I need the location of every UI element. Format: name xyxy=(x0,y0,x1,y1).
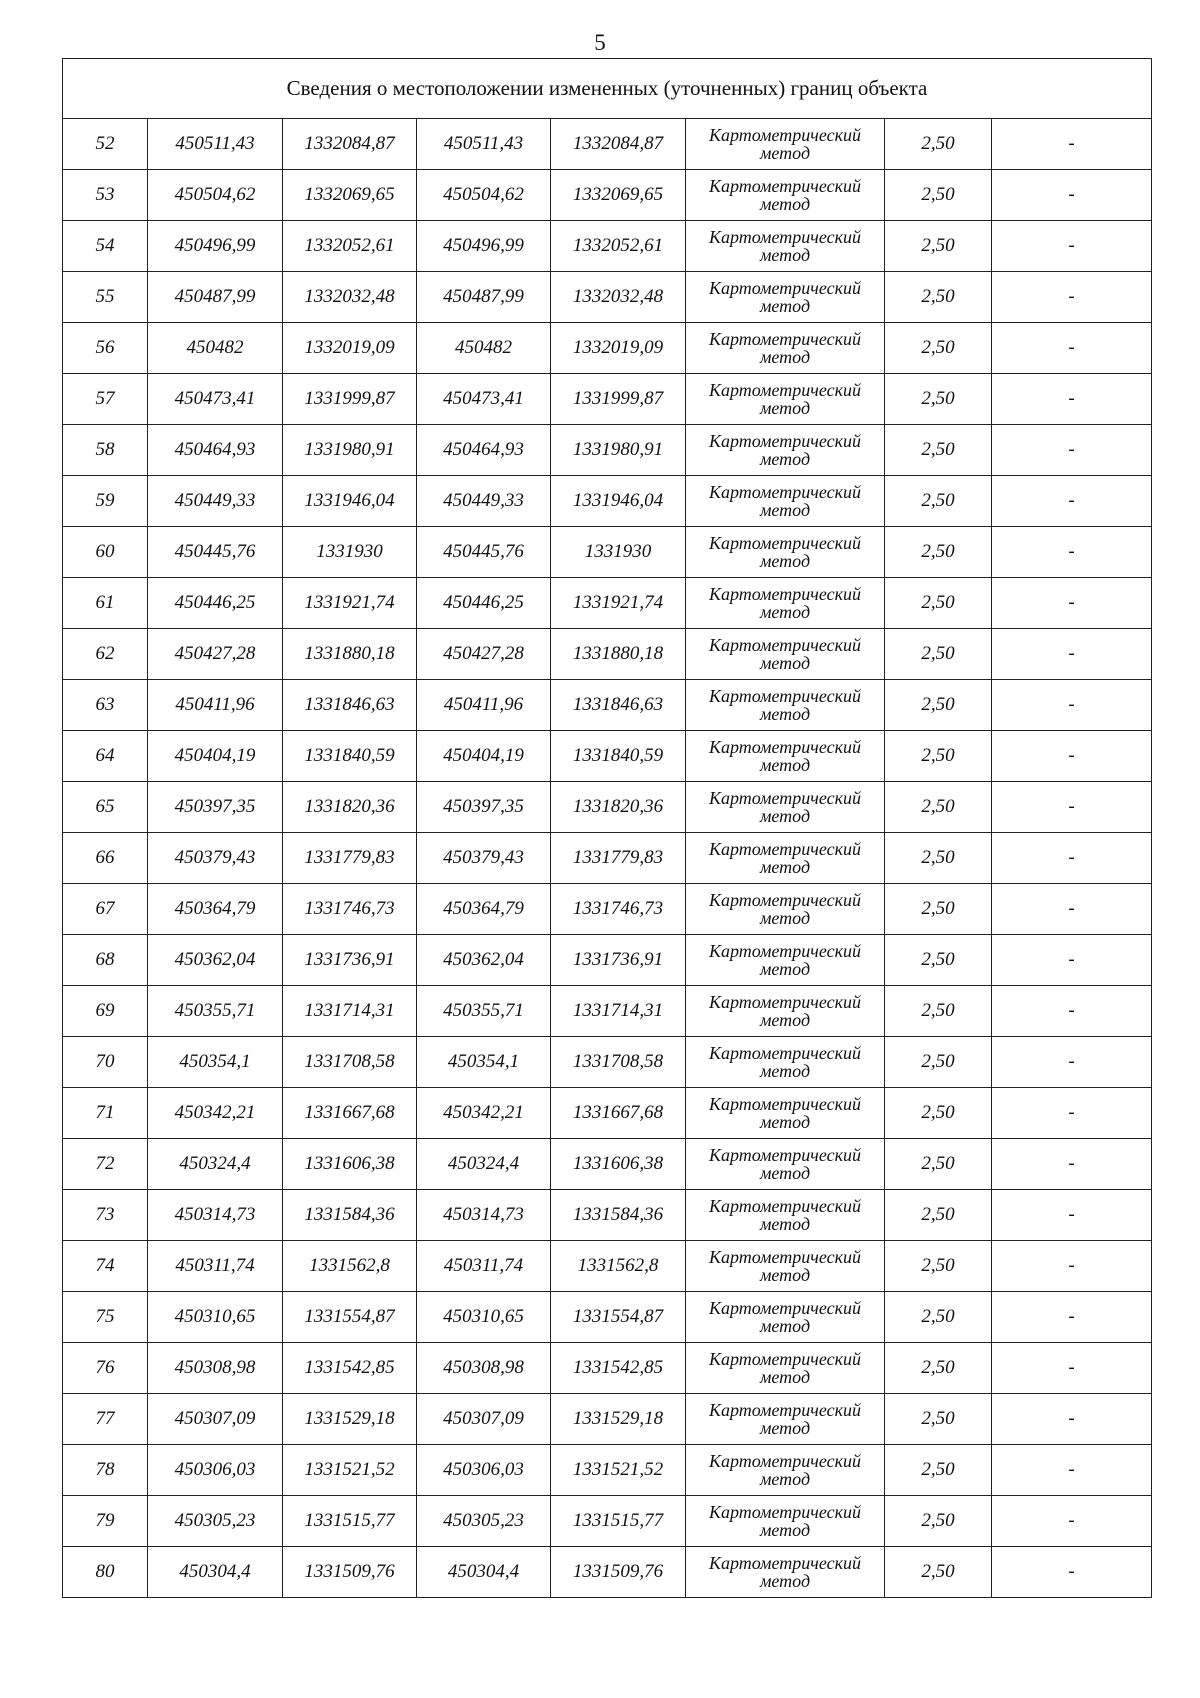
method-cell: Картометрический метод xyxy=(686,578,885,629)
table-row xyxy=(63,476,1152,527)
y-new-cell: 1331840,59 xyxy=(551,731,686,782)
y-existing-cell: 1331840,59 xyxy=(283,731,417,782)
table-row xyxy=(63,833,1152,884)
x-existing-cell: 450504,62 xyxy=(148,170,283,221)
x-existing-cell: 450307,09 xyxy=(148,1394,283,1445)
note-cell: - xyxy=(992,1088,1152,1139)
x-existing-cell: 450464,93 xyxy=(148,425,283,476)
accuracy-cell: 2,50 xyxy=(885,272,992,323)
point-number-cell: 59 xyxy=(63,476,148,527)
y-existing-cell: 1331714,31 xyxy=(283,986,417,1037)
x-existing-cell: 450364,79 xyxy=(148,884,283,935)
accuracy-cell: 2,50 xyxy=(885,680,992,731)
method-cell: Картометрический метод xyxy=(686,1547,885,1598)
x-existing-cell: 450397,35 xyxy=(148,782,283,833)
table-row xyxy=(63,1037,1152,1088)
note-cell: - xyxy=(992,935,1152,986)
accuracy-cell: 2,50 xyxy=(885,323,992,374)
y-existing-cell: 1331708,58 xyxy=(283,1037,417,1088)
y-existing-cell: 1331846,63 xyxy=(283,680,417,731)
accuracy-cell: 2,50 xyxy=(885,170,992,221)
note-cell: - xyxy=(992,1547,1152,1598)
table-row xyxy=(63,1445,1152,1496)
y-existing-cell: 1332069,65 xyxy=(283,170,417,221)
y-new-cell: 1331714,31 xyxy=(551,986,686,1037)
table-row xyxy=(63,884,1152,935)
y-existing-cell: 1331746,73 xyxy=(283,884,417,935)
x-new-cell: 450445,76 xyxy=(417,527,551,578)
table-row xyxy=(63,1139,1152,1190)
method-cell: Картометрический метод xyxy=(686,782,885,833)
y-new-cell: 1332069,65 xyxy=(551,170,686,221)
method-cell: Картометрический метод xyxy=(686,221,885,272)
point-number-cell: 70 xyxy=(63,1037,148,1088)
point-number-cell: 57 xyxy=(63,374,148,425)
y-existing-cell: 1332052,61 xyxy=(283,221,417,272)
y-new-cell: 1331820,36 xyxy=(551,782,686,833)
y-new-cell: 1331562,8 xyxy=(551,1241,686,1292)
x-existing-cell: 450354,1 xyxy=(148,1037,283,1088)
y-new-cell: 1331746,73 xyxy=(551,884,686,935)
table-row xyxy=(63,425,1152,476)
method-cell: Картометрический метод xyxy=(686,1343,885,1394)
method-cell: Картометрический метод xyxy=(686,986,885,1037)
note-cell: - xyxy=(992,731,1152,782)
accuracy-cell: 2,50 xyxy=(885,1394,992,1445)
y-new-cell: 1331999,87 xyxy=(551,374,686,425)
method-cell: Картометрический метод xyxy=(686,1394,885,1445)
y-existing-cell: 1331521,52 xyxy=(283,1445,417,1496)
table-row xyxy=(63,629,1152,680)
point-number-cell: 72 xyxy=(63,1139,148,1190)
method-cell: Картометрический метод xyxy=(686,272,885,323)
accuracy-cell: 2,50 xyxy=(885,629,992,680)
x-existing-cell: 450308,98 xyxy=(148,1343,283,1394)
point-number-cell: 63 xyxy=(63,680,148,731)
accuracy-cell: 2,50 xyxy=(885,374,992,425)
accuracy-cell: 2,50 xyxy=(885,1241,992,1292)
table-row xyxy=(63,1394,1152,1445)
y-existing-cell: 1331999,87 xyxy=(283,374,417,425)
point-number-cell: 61 xyxy=(63,578,148,629)
note-cell: - xyxy=(992,272,1152,323)
y-new-cell: 1331946,04 xyxy=(551,476,686,527)
method-cell: Картометрический метод xyxy=(686,884,885,935)
x-new-cell: 450354,1 xyxy=(417,1037,551,1088)
note-cell: - xyxy=(992,527,1152,578)
point-number-cell: 80 xyxy=(63,1547,148,1598)
y-new-cell: 1331930 xyxy=(551,527,686,578)
accuracy-cell: 2,50 xyxy=(885,221,992,272)
x-new-cell: 450308,98 xyxy=(417,1343,551,1394)
table-row xyxy=(63,1343,1152,1394)
x-existing-cell: 450311,74 xyxy=(148,1241,283,1292)
y-existing-cell: 1331509,76 xyxy=(283,1547,417,1598)
x-existing-cell: 450306,03 xyxy=(148,1445,283,1496)
point-number-cell: 64 xyxy=(63,731,148,782)
method-cell: Картометрический метод xyxy=(686,680,885,731)
note-cell: - xyxy=(992,578,1152,629)
note-cell: - xyxy=(992,1292,1152,1343)
x-existing-cell: 450404,19 xyxy=(148,731,283,782)
y-new-cell: 1331529,18 xyxy=(551,1394,686,1445)
x-existing-cell: 450473,41 xyxy=(148,374,283,425)
method-cell: Картометрический метод xyxy=(686,527,885,578)
note-cell: - xyxy=(992,1394,1152,1445)
accuracy-cell: 2,50 xyxy=(885,1343,992,1394)
y-new-cell: 1331736,91 xyxy=(551,935,686,986)
accuracy-cell: 2,50 xyxy=(885,527,992,578)
note-cell: - xyxy=(992,1343,1152,1394)
table-row xyxy=(63,527,1152,578)
note-cell: - xyxy=(992,884,1152,935)
note-cell: - xyxy=(992,782,1152,833)
note-cell: - xyxy=(992,374,1152,425)
point-number-cell: 55 xyxy=(63,272,148,323)
table-row xyxy=(63,323,1152,374)
point-number-cell: 79 xyxy=(63,1496,148,1547)
point-number-cell: 62 xyxy=(63,629,148,680)
accuracy-cell: 2,50 xyxy=(885,1088,992,1139)
point-number-cell: 68 xyxy=(63,935,148,986)
y-existing-cell: 1331554,87 xyxy=(283,1292,417,1343)
y-existing-cell: 1331946,04 xyxy=(283,476,417,527)
y-existing-cell: 1331606,38 xyxy=(283,1139,417,1190)
point-number-cell: 66 xyxy=(63,833,148,884)
note-cell: - xyxy=(992,323,1152,374)
x-new-cell: 450449,33 xyxy=(417,476,551,527)
y-new-cell: 1331980,91 xyxy=(551,425,686,476)
table-row xyxy=(63,1547,1152,1598)
method-cell: Картометрический метод xyxy=(686,425,885,476)
y-new-cell: 1331606,38 xyxy=(551,1139,686,1190)
accuracy-cell: 2,50 xyxy=(885,935,992,986)
y-new-cell: 1331846,63 xyxy=(551,680,686,731)
x-existing-cell: 450324,4 xyxy=(148,1139,283,1190)
method-cell: Картометрический метод xyxy=(686,170,885,221)
y-new-cell: 1331542,85 xyxy=(551,1343,686,1394)
x-existing-cell: 450487,99 xyxy=(148,272,283,323)
y-new-cell: 1331880,18 xyxy=(551,629,686,680)
x-new-cell: 450314,73 xyxy=(417,1190,551,1241)
x-new-cell: 450342,21 xyxy=(417,1088,551,1139)
x-existing-cell: 450304,4 xyxy=(148,1547,283,1598)
boundary-coordinates-table xyxy=(62,58,1152,1598)
x-existing-cell: 450411,96 xyxy=(148,680,283,731)
x-existing-cell: 450310,65 xyxy=(148,1292,283,1343)
method-cell: Картометрический метод xyxy=(686,1088,885,1139)
table-row xyxy=(63,1496,1152,1547)
accuracy-cell: 2,50 xyxy=(885,1292,992,1343)
point-number-cell: 69 xyxy=(63,986,148,1037)
x-existing-cell: 450482 xyxy=(148,323,283,374)
x-existing-cell: 450305,23 xyxy=(148,1496,283,1547)
y-existing-cell: 1331562,8 xyxy=(283,1241,417,1292)
point-number-cell: 60 xyxy=(63,527,148,578)
accuracy-cell: 2,50 xyxy=(885,884,992,935)
table-row xyxy=(63,680,1152,731)
accuracy-cell: 2,50 xyxy=(885,731,992,782)
x-new-cell: 450311,74 xyxy=(417,1241,551,1292)
y-new-cell: 1331921,74 xyxy=(551,578,686,629)
note-cell: - xyxy=(992,1190,1152,1241)
note-cell: - xyxy=(992,1241,1152,1292)
method-cell: Картометрический метод xyxy=(686,1139,885,1190)
y-existing-cell: 1331529,18 xyxy=(283,1394,417,1445)
table-row xyxy=(63,1292,1152,1343)
y-existing-cell: 1331930 xyxy=(283,527,417,578)
method-cell: Картометрический метод xyxy=(686,476,885,527)
point-number-cell: 58 xyxy=(63,425,148,476)
x-new-cell: 450482 xyxy=(417,323,551,374)
y-existing-cell: 1331667,68 xyxy=(283,1088,417,1139)
table-row xyxy=(63,935,1152,986)
point-number-cell: 77 xyxy=(63,1394,148,1445)
x-existing-cell: 450362,04 xyxy=(148,935,283,986)
y-new-cell: 1331708,58 xyxy=(551,1037,686,1088)
y-existing-cell: 1331736,91 xyxy=(283,935,417,986)
table-row xyxy=(63,782,1152,833)
method-cell: Картометрический метод xyxy=(686,935,885,986)
table-title: Сведения о местоположении измененных (уточненных) границ объекта xyxy=(63,59,1152,119)
note-cell: - xyxy=(992,1445,1152,1496)
note-cell: - xyxy=(992,986,1152,1037)
x-new-cell: 450496,99 xyxy=(417,221,551,272)
method-cell: Картометрический метод xyxy=(686,374,885,425)
method-cell: Картометрический метод xyxy=(686,323,885,374)
table-row xyxy=(63,578,1152,629)
accuracy-cell: 2,50 xyxy=(885,1445,992,1496)
accuracy-cell: 2,50 xyxy=(885,1547,992,1598)
y-existing-cell: 1332084,87 xyxy=(283,119,417,170)
method-cell: Картометрический метод xyxy=(686,731,885,782)
accuracy-cell: 2,50 xyxy=(885,425,992,476)
table-row xyxy=(63,272,1152,323)
accuracy-cell: 2,50 xyxy=(885,1139,992,1190)
x-existing-cell: 450496,99 xyxy=(148,221,283,272)
table-row xyxy=(63,119,1152,170)
y-existing-cell: 1331880,18 xyxy=(283,629,417,680)
y-existing-cell: 1331515,77 xyxy=(283,1496,417,1547)
note-cell: - xyxy=(992,1496,1152,1547)
method-cell: Картометрический метод xyxy=(686,1445,885,1496)
method-cell: Картометрический метод xyxy=(686,1496,885,1547)
point-number-cell: 78 xyxy=(63,1445,148,1496)
method-cell: Картометрический метод xyxy=(686,833,885,884)
x-existing-cell: 450342,21 xyxy=(148,1088,283,1139)
y-existing-cell: 1331980,91 xyxy=(283,425,417,476)
y-new-cell: 1332084,87 xyxy=(551,119,686,170)
method-cell: Картометрический метод xyxy=(686,629,885,680)
table-row xyxy=(63,374,1152,425)
note-cell: - xyxy=(992,833,1152,884)
x-new-cell: 450355,71 xyxy=(417,986,551,1037)
method-cell: Картометрический метод xyxy=(686,1241,885,1292)
y-new-cell: 1332052,61 xyxy=(551,221,686,272)
page-number: 5 xyxy=(594,30,606,55)
x-new-cell: 450404,19 xyxy=(417,731,551,782)
x-new-cell: 450364,79 xyxy=(417,884,551,935)
x-new-cell: 450362,04 xyxy=(417,935,551,986)
method-cell: Картометрический метод xyxy=(686,1292,885,1343)
note-cell: - xyxy=(992,221,1152,272)
x-new-cell: 450504,62 xyxy=(417,170,551,221)
point-number-cell: 73 xyxy=(63,1190,148,1241)
point-number-cell: 71 xyxy=(63,1088,148,1139)
point-number-cell: 54 xyxy=(63,221,148,272)
note-cell: - xyxy=(992,425,1152,476)
table-row xyxy=(63,731,1152,782)
x-new-cell: 450446,25 xyxy=(417,578,551,629)
y-existing-cell: 1331542,85 xyxy=(283,1343,417,1394)
x-new-cell: 450310,65 xyxy=(417,1292,551,1343)
note-cell: - xyxy=(992,476,1152,527)
accuracy-cell: 2,50 xyxy=(885,1496,992,1547)
method-cell: Картометрический метод xyxy=(686,1037,885,1088)
x-existing-cell: 450427,28 xyxy=(148,629,283,680)
x-new-cell: 450511,43 xyxy=(417,119,551,170)
x-new-cell: 450306,03 xyxy=(417,1445,551,1496)
y-new-cell: 1331779,83 xyxy=(551,833,686,884)
accuracy-cell: 2,50 xyxy=(885,1037,992,1088)
x-new-cell: 450304,4 xyxy=(417,1547,551,1598)
x-new-cell: 450411,96 xyxy=(417,680,551,731)
table-row xyxy=(63,1241,1152,1292)
table-row xyxy=(63,1190,1152,1241)
accuracy-cell: 2,50 xyxy=(885,578,992,629)
x-existing-cell: 450355,71 xyxy=(148,986,283,1037)
y-existing-cell: 1332019,09 xyxy=(283,323,417,374)
x-existing-cell: 450511,43 xyxy=(148,119,283,170)
accuracy-cell: 2,50 xyxy=(885,119,992,170)
y-existing-cell: 1331779,83 xyxy=(283,833,417,884)
table-row xyxy=(63,170,1152,221)
x-new-cell: 450305,23 xyxy=(417,1496,551,1547)
y-existing-cell: 1332032,48 xyxy=(283,272,417,323)
point-number-cell: 75 xyxy=(63,1292,148,1343)
point-number-cell: 67 xyxy=(63,884,148,935)
point-number-cell: 76 xyxy=(63,1343,148,1394)
method-cell: Картометрический метод xyxy=(686,119,885,170)
y-new-cell: 1332019,09 xyxy=(551,323,686,374)
x-new-cell: 450487,99 xyxy=(417,272,551,323)
x-new-cell: 450427,28 xyxy=(417,629,551,680)
point-number-cell: 56 xyxy=(63,323,148,374)
x-new-cell: 450473,41 xyxy=(417,374,551,425)
x-new-cell: 450324,4 xyxy=(417,1139,551,1190)
x-existing-cell: 450379,43 xyxy=(148,833,283,884)
point-number-cell: 52 xyxy=(63,119,148,170)
point-number-cell: 53 xyxy=(63,170,148,221)
note-cell: - xyxy=(992,680,1152,731)
y-existing-cell: 1331584,36 xyxy=(283,1190,417,1241)
y-new-cell: 1331515,77 xyxy=(551,1496,686,1547)
accuracy-cell: 2,50 xyxy=(885,833,992,884)
x-existing-cell: 450449,33 xyxy=(148,476,283,527)
y-new-cell: 1332032,48 xyxy=(551,272,686,323)
note-cell: - xyxy=(992,119,1152,170)
method-cell: Картометрический метод xyxy=(686,1190,885,1241)
note-cell: - xyxy=(992,629,1152,680)
y-existing-cell: 1331820,36 xyxy=(283,782,417,833)
accuracy-cell: 2,50 xyxy=(885,1190,992,1241)
x-new-cell: 450397,35 xyxy=(417,782,551,833)
y-new-cell: 1331521,52 xyxy=(551,1445,686,1496)
accuracy-cell: 2,50 xyxy=(885,782,992,833)
y-existing-cell: 1331921,74 xyxy=(283,578,417,629)
x-existing-cell: 450314,73 xyxy=(148,1190,283,1241)
y-new-cell: 1331554,87 xyxy=(551,1292,686,1343)
note-cell: - xyxy=(992,170,1152,221)
x-existing-cell: 450446,25 xyxy=(148,578,283,629)
x-new-cell: 450379,43 xyxy=(417,833,551,884)
y-new-cell: 1331667,68 xyxy=(551,1088,686,1139)
table-row xyxy=(63,221,1152,272)
x-new-cell: 450464,93 xyxy=(417,425,551,476)
x-new-cell: 450307,09 xyxy=(417,1394,551,1445)
point-number-cell: 65 xyxy=(63,782,148,833)
point-number-cell: 74 xyxy=(63,1241,148,1292)
table-row xyxy=(63,1088,1152,1139)
note-cell: - xyxy=(992,1139,1152,1190)
y-new-cell: 1331509,76 xyxy=(551,1547,686,1598)
table-row xyxy=(63,986,1152,1037)
accuracy-cell: 2,50 xyxy=(885,476,992,527)
note-cell: - xyxy=(992,1037,1152,1088)
y-new-cell: 1331584,36 xyxy=(551,1190,686,1241)
x-existing-cell: 450445,76 xyxy=(148,527,283,578)
accuracy-cell: 2,50 xyxy=(885,986,992,1037)
